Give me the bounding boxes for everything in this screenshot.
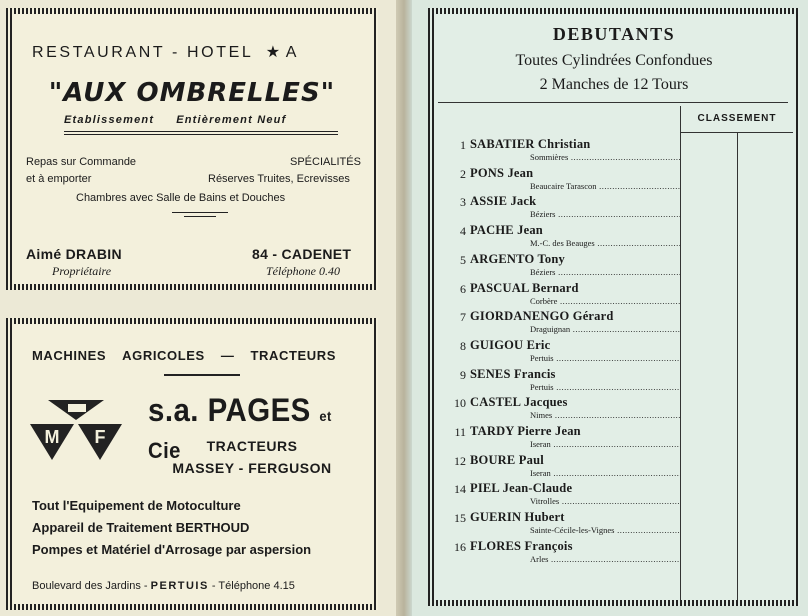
heading-dash: — xyxy=(220,348,235,363)
restaurant-phone: Téléphone 0.40 xyxy=(266,264,340,278)
rider-last-name: CASTEL xyxy=(470,395,521,410)
rider-first-name: Christian xyxy=(537,137,591,151)
company-et: et xyxy=(319,408,332,424)
rider-last-name: ARGENTO xyxy=(470,251,535,266)
equip-line-2: Appareil de Traitement BERTHOUD xyxy=(32,520,250,535)
race-subtitle-1: Toutes Cylindrées Confondues xyxy=(515,52,713,69)
equip-line-1: Tout l'Equipement de Motoculture xyxy=(32,498,241,513)
rider-name xyxy=(470,367,556,382)
rider-row xyxy=(440,138,680,167)
rider-name xyxy=(470,481,572,496)
logo-letter-m: M xyxy=(44,427,60,447)
rider-row xyxy=(440,482,680,511)
rider-name xyxy=(470,252,565,267)
rider-number: 16 xyxy=(454,539,466,554)
tagline-rule-bottom xyxy=(64,134,338,135)
repas-line-2: et à emporter xyxy=(26,173,92,185)
rider-name xyxy=(470,137,590,152)
rider-number: 3 xyxy=(460,195,466,210)
rider-last-name: SABATIER xyxy=(470,137,535,151)
rider-last-name: GUERIN xyxy=(470,510,522,525)
rider-number: 6 xyxy=(460,281,466,296)
rider-town: M.-C. des Beauges ..... xyxy=(530,238,680,248)
rider-name xyxy=(470,166,533,181)
rider-row xyxy=(440,310,680,339)
classement-divider xyxy=(737,133,738,600)
logo-letter-f: F xyxy=(94,427,106,447)
rider-name xyxy=(470,281,579,296)
rider-row xyxy=(440,195,680,224)
left-page xyxy=(0,0,396,616)
rider-first-name: Jean-Claude xyxy=(502,481,573,496)
chambres-line: Chambres avec Salle de Bains et Douches xyxy=(76,192,286,204)
restaurant-tagline xyxy=(64,114,286,126)
rider-last-name: TARDY xyxy=(470,424,515,438)
rider-name xyxy=(470,539,573,554)
mini-rule-1 xyxy=(172,212,228,213)
header-rule xyxy=(438,102,788,103)
rider-town: Nimes ..... xyxy=(530,410,680,420)
machines-heading xyxy=(32,348,336,363)
rider-last-name: GIORDANENGO xyxy=(470,309,570,324)
brand-label: MASSEY - FERGUSON xyxy=(172,460,332,476)
rider-last-name: BOURE xyxy=(470,452,516,467)
rider-first-name: Bernard xyxy=(532,280,579,295)
rider-row xyxy=(440,454,680,483)
tagline-part-2: Entièrement Neuf xyxy=(176,114,287,126)
restaurant-name: "AUX OMBRELLES" xyxy=(48,78,336,108)
tracteurs-label: TRACTEURS xyxy=(206,438,298,454)
heading-tracteurs: TRACTEURS xyxy=(250,348,337,363)
rider-last-name: PASCUAL xyxy=(470,280,529,295)
rider-first-name: Jacques xyxy=(523,395,568,410)
rider-number: 2 xyxy=(460,166,466,181)
rider-name xyxy=(470,309,614,324)
rider-town: Beaucaire Tarascon ..... xyxy=(530,181,680,191)
restaurant-title xyxy=(32,42,297,62)
program-frame xyxy=(428,8,800,606)
rider-number: 9 xyxy=(460,367,466,382)
rider-town: Pertuis ..... xyxy=(530,382,680,392)
rider-name xyxy=(470,395,568,410)
rider-number: 1 xyxy=(460,138,466,152)
mini-rule-2 xyxy=(184,216,216,217)
rider-first-name: Jean xyxy=(517,223,543,238)
rider-number: 15 xyxy=(454,511,466,526)
company-name xyxy=(148,392,354,466)
address-line: Boulevard des Jardins - PERTUIS - Téléphone 4.15 xyxy=(32,580,295,592)
race-title: DEBUTANTS xyxy=(552,24,676,44)
equip-line-3: Pompes et Matériel d'Arrosage par aspersion xyxy=(32,542,312,557)
rider-first-name: Hubert xyxy=(524,510,565,525)
rider-last-name: PONS xyxy=(470,165,505,180)
rider-row xyxy=(440,425,680,454)
massey-ferguson-logo-icon xyxy=(28,396,124,466)
reserves-line: Réserves Truites, Ecrevisses xyxy=(208,173,350,185)
rider-last-name: FLORES xyxy=(470,538,522,553)
rider-row xyxy=(440,396,680,425)
right-page xyxy=(412,0,808,616)
address-city: PERTUIS xyxy=(150,580,209,592)
rider-town: Arles ..... xyxy=(530,554,680,564)
rider-name xyxy=(470,510,565,525)
rider-row xyxy=(440,253,680,282)
restaurant-ad xyxy=(6,8,378,290)
rider-number: 14 xyxy=(454,482,466,497)
rider-first-name: Tony xyxy=(537,251,565,266)
rider-town: Vitrolles ..... xyxy=(530,496,680,506)
rider-town: Iseran ..... xyxy=(530,468,680,478)
company-main: PAGES xyxy=(207,392,311,428)
rider-last-name: PIEL xyxy=(470,481,500,496)
restaurant-place: 84 - CADENET xyxy=(252,246,352,262)
rider-town: Béziers ..... xyxy=(530,267,680,277)
rider-first-name: Paul xyxy=(518,452,544,467)
rider-last-name: GUIGOU xyxy=(470,337,524,352)
rider-town: Draguignan ..... xyxy=(530,324,680,334)
rider-row xyxy=(440,167,680,196)
page-gutter xyxy=(396,0,412,616)
rider-row xyxy=(440,540,680,569)
rider-number: 5 xyxy=(460,252,466,267)
restaurant-title-text: RESTAURANT - HOTEL xyxy=(32,44,253,61)
tagline-rule-top xyxy=(64,131,338,132)
rider-first-name: François xyxy=(524,538,573,553)
machines-ad xyxy=(6,318,378,610)
race-subtitle-2: 2 Manches de 12 Tours xyxy=(539,76,689,93)
rider-number: 11 xyxy=(454,425,466,439)
specialites-label: SPÉCIALITÉS xyxy=(290,156,361,168)
rider-number: 4 xyxy=(460,224,466,239)
rider-name xyxy=(470,223,543,238)
rider-name xyxy=(470,453,544,468)
company-cie: Cie xyxy=(148,438,181,463)
rider-town: Pertuis ..... xyxy=(530,353,680,363)
rider-row xyxy=(440,511,680,540)
heading-machines: MACHINES xyxy=(32,348,107,363)
rider-first-name: Jack xyxy=(510,194,537,209)
classement-column xyxy=(680,106,793,600)
rider-town: Sommières ..... xyxy=(530,152,680,162)
rider-town: Béziers ..... xyxy=(530,209,680,219)
owner-role: Propriétaire xyxy=(52,264,112,278)
rider-last-name: SENES xyxy=(470,366,511,381)
rider-name xyxy=(470,424,581,439)
rider-name xyxy=(470,338,550,353)
tagline-part-1: Etablissement xyxy=(64,114,155,126)
rider-first-name: Eric xyxy=(526,337,551,352)
rider-row xyxy=(440,282,680,311)
repas-line-1: Repas sur Commande xyxy=(26,156,137,168)
rider-row xyxy=(440,368,680,397)
rider-town: Corbère ..... xyxy=(530,296,680,306)
rider-first-name: Francis xyxy=(513,366,556,381)
rider-first-name: Gérard xyxy=(572,309,614,324)
rider-row xyxy=(440,339,680,368)
company-prefix: s.a. xyxy=(148,392,199,428)
rider-last-name: PACHE xyxy=(470,223,514,238)
rider-number: 10 xyxy=(454,396,466,411)
rider-town: Iseran ..... xyxy=(530,439,680,449)
rider-name xyxy=(470,194,536,209)
address-street: Boulevard des Jardins xyxy=(32,580,141,592)
star-a-text: ★ A xyxy=(265,44,298,61)
rider-first-name: Jean xyxy=(507,165,534,180)
rider-number: 12 xyxy=(454,453,466,468)
rider-row xyxy=(440,224,680,253)
owner-name: Aimé DRABIN xyxy=(26,246,122,262)
rider-number: 8 xyxy=(460,338,466,353)
address-phone: Téléphone 4.15 xyxy=(218,580,295,592)
heading-agricoles: AGRICOLES xyxy=(122,348,205,363)
heading-underline xyxy=(164,374,240,376)
rider-first-name: Pierre Jean xyxy=(517,424,581,438)
rider-number: 7 xyxy=(460,310,466,325)
rider-town: Sainte-Cécile-les-Vignes ..... xyxy=(530,525,680,535)
rider-last-name: ASSIE xyxy=(470,194,508,209)
classement-header: CLASSEMENT xyxy=(681,106,793,133)
